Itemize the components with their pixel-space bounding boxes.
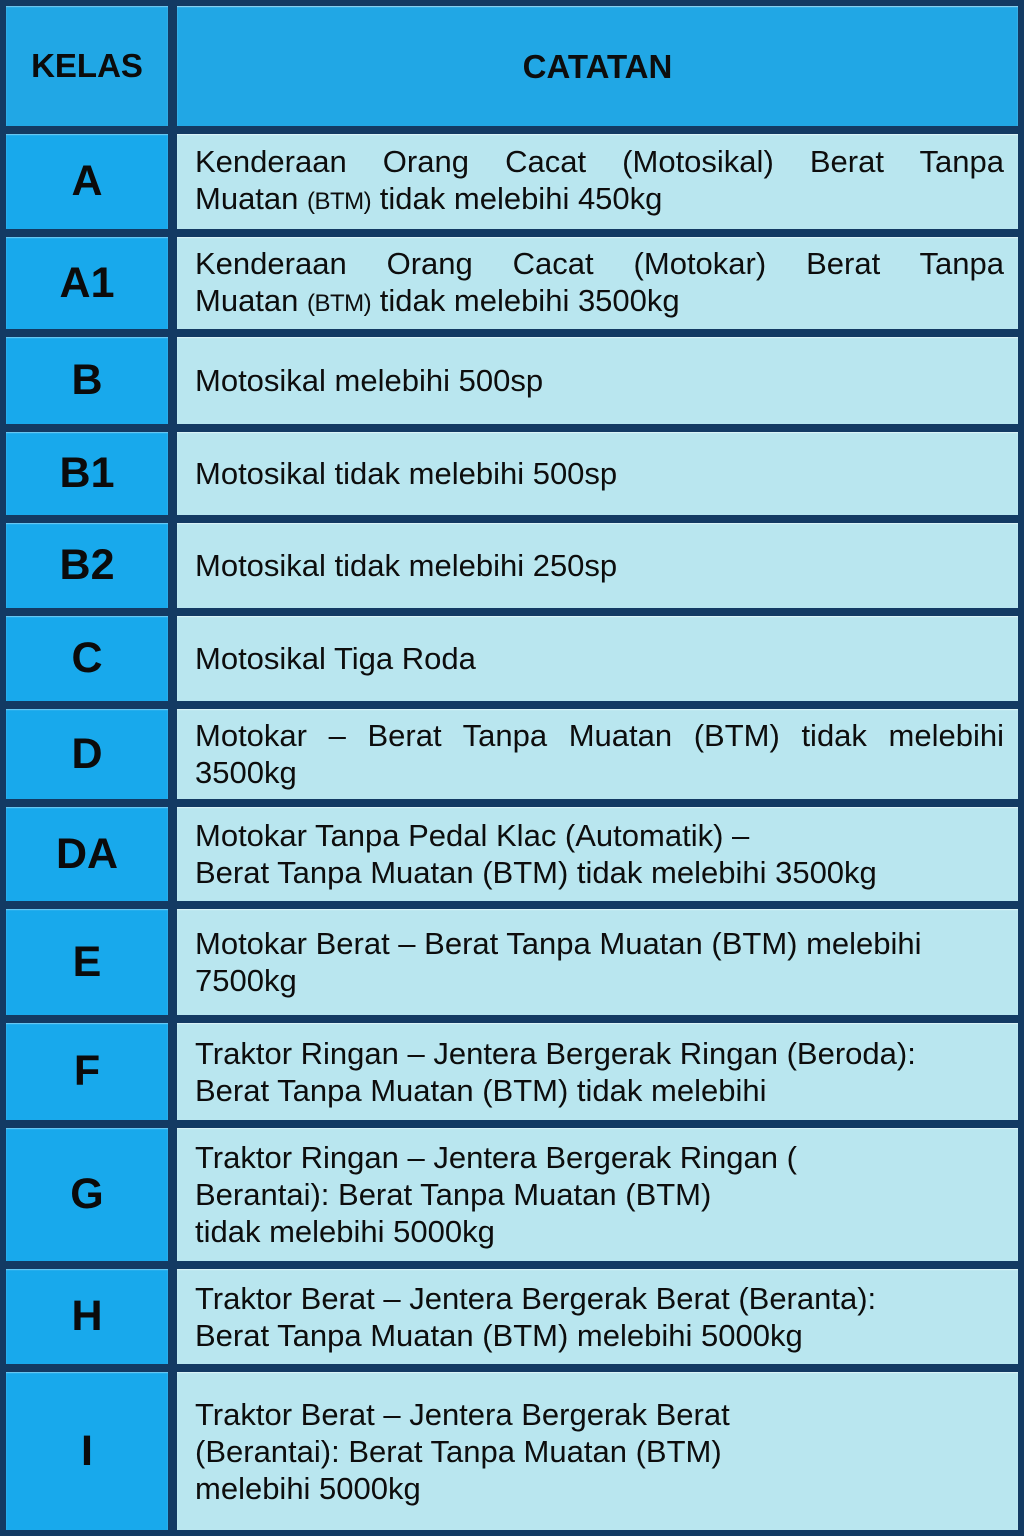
catatan-line: Berat Tanpa Muatan (BTM) tidak melebihi xyxy=(195,1072,767,1108)
table-row xyxy=(6,807,1018,901)
catatan-line: (Berantai): Berat Tanpa Muatan (BTM) xyxy=(195,1433,722,1469)
catatan-cell xyxy=(177,134,1018,229)
kelas-cell: A xyxy=(6,134,168,229)
catatan-cell xyxy=(177,1269,1018,1364)
table-row xyxy=(6,432,1018,515)
kelas-cell: F xyxy=(6,1023,168,1120)
catatan-line: Muatan (BTM) tidak melebihi 450kg xyxy=(195,181,663,216)
kelas-cell: DA xyxy=(6,807,168,901)
catatan-line: tidak melebihi 5000kg xyxy=(195,1214,495,1249)
catatan-cell xyxy=(177,709,1018,799)
catatan-line: Motosikal melebihi 500sp xyxy=(195,363,544,398)
catatan-line: melebihi 5000kg xyxy=(195,1470,421,1506)
table-row xyxy=(6,709,1018,799)
table-header-row xyxy=(6,6,1018,126)
catatan-cell xyxy=(177,1128,1018,1261)
catatan-cell xyxy=(177,337,1018,424)
catatan-cell xyxy=(177,432,1018,515)
catatan-cell xyxy=(177,1372,1018,1530)
btm-abbrev: (BTM) xyxy=(307,289,372,317)
catatan-line: Motokar Tanpa Pedal Klac (Automatik) – xyxy=(195,818,750,853)
catatan-line: 7500kg xyxy=(195,963,297,998)
table-row xyxy=(6,616,1018,701)
catatan-line: Traktor Berat – Jentera Bergerak Berat xyxy=(195,1396,730,1432)
catatan-line: Berantai): Berat Tanpa Muatan (BTM) xyxy=(195,1177,712,1212)
kelas-cell: B1 xyxy=(6,432,168,515)
kelas-cell: A1 xyxy=(6,237,168,329)
catatan-line: Kenderaan Orang Cacat (Motosikal) Berat Tanpa xyxy=(195,144,1004,179)
catatan-line: 3500kg xyxy=(195,755,297,790)
catatan-line: Kenderaan Orang Cacat (Motokar) Berat Tanpa xyxy=(195,245,1004,281)
table-row xyxy=(6,1269,1018,1364)
kelas-header: KELAS xyxy=(6,6,168,126)
table-row xyxy=(6,237,1018,329)
catatan-line: Motosikal Tiga Roda xyxy=(195,641,476,676)
catatan-cell xyxy=(177,1023,1018,1120)
catatan-line: Motosikal tidak melebihi 250sp xyxy=(195,548,618,583)
catatan-cell xyxy=(177,616,1018,701)
kelas-cell: E xyxy=(6,909,168,1015)
catatan-line: Muatan (BTM) tidak melebihi 3500kg xyxy=(195,282,680,318)
catatan-line: Traktor Berat – Jentera Bergerak Berat (Beranta): xyxy=(195,1280,877,1316)
catatan-header: CATATAN xyxy=(177,6,1018,126)
kelas-cell: C xyxy=(6,616,168,701)
kelas-cell: D xyxy=(6,709,168,799)
catatan-line: Motokar Berat – Berat Tanpa Muatan (BTM) melebihi xyxy=(195,926,922,961)
catatan-line: Traktor Ringan – Jentera Bergerak Ringan (Beroda): xyxy=(195,1035,916,1071)
catatan-line: Traktor Ringan – Jentera Bergerak Ringan ( xyxy=(195,1140,797,1175)
catatan-line: Berat Tanpa Muatan (BTM) melebihi 5000kg xyxy=(195,1317,803,1353)
table-row xyxy=(6,337,1018,424)
kelas-cell: B2 xyxy=(6,523,168,608)
kelas-cell: H xyxy=(6,1269,168,1364)
catatan-cell xyxy=(177,237,1018,329)
table-row xyxy=(6,1023,1018,1120)
table-row xyxy=(6,134,1018,229)
table-row xyxy=(6,1128,1018,1261)
table-row xyxy=(6,1372,1018,1530)
catatan-line: Berat Tanpa Muatan (BTM) tidak melebihi 3500kg xyxy=(195,855,877,890)
kelas-cell: I xyxy=(6,1372,168,1530)
kelas-cell: G xyxy=(6,1128,168,1261)
table-row xyxy=(6,909,1018,1015)
catatan-cell xyxy=(177,807,1018,901)
catatan-line: Motosikal tidak melebihi 500sp xyxy=(195,456,618,491)
catatan-line: Motokar – Berat Tanpa Muatan (BTM) tidak melebihi xyxy=(195,718,1004,753)
table-row xyxy=(6,523,1018,608)
catatan-cell xyxy=(177,909,1018,1015)
kelas-cell: B xyxy=(6,337,168,424)
catatan-cell xyxy=(177,523,1018,608)
btm-abbrev: (BTM) xyxy=(307,188,372,215)
